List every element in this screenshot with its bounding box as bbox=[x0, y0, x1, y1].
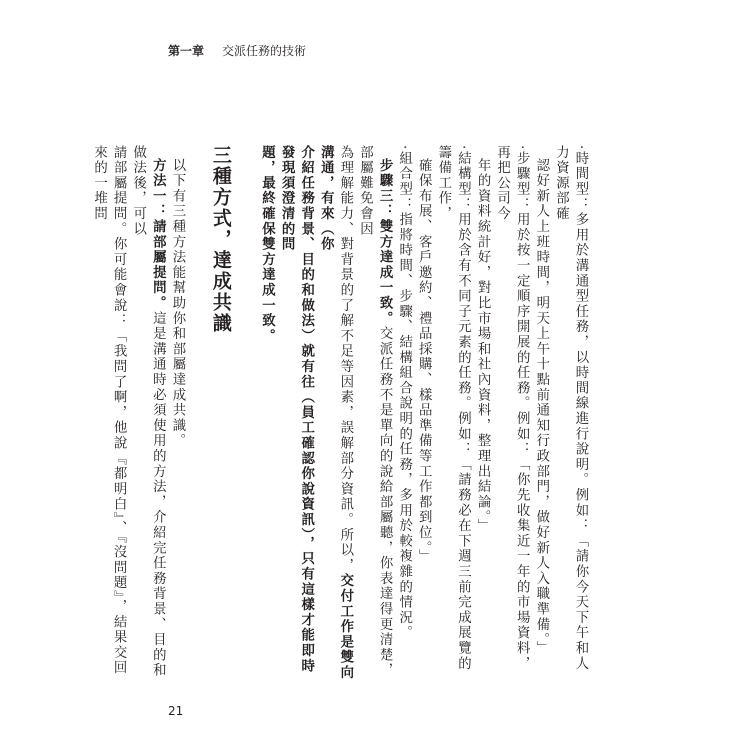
chapter-label: 第一章 bbox=[168, 44, 205, 58]
method1-label: 方法一：請部屬提問。 bbox=[150, 158, 166, 312]
running-header bbox=[168, 42, 306, 59]
method1-line-2: 請部屬提問。你可能會說：「我問了啊，他說『都明白』、『沒問題』，結果交回來的一堆問 bbox=[91, 145, 127, 676]
step3-line-3: 介紹任務背景、目的和做法）就有往（員工確認你說資訊），只有這樣才能即時發現須澄清的問 bbox=[279, 145, 314, 674]
step3-line-1 bbox=[355, 145, 394, 685]
step3-text-2: 為理解能力、對背景的了解不足等因素，誤解部分資訊。所以， bbox=[337, 145, 353, 574]
method1-text-1: 這是溝通時必須使用的方法，介紹完任務背景、目的和做法後，可以 bbox=[130, 145, 166, 679]
bullet-structure-line-1: ‧結構型：用於含有不同子元素的任務。例如：「請務必在下週三前完成展覽的籌備工作， bbox=[435, 145, 471, 672]
bullet-time-line-2: 認好新人上班時間，明天上午十點前通知行政部門，做好新人入職準備。」 bbox=[533, 158, 549, 657]
step3-line-2 bbox=[316, 145, 355, 685]
intro-line: 以下有三種方法能幫助你和部屬達成共識。 bbox=[169, 158, 185, 450]
bullet-structure-line-2: 確保布展、客戶邀約、禮品採購、樣品準備等工作都到位。」 bbox=[416, 158, 432, 565]
method1-line-1 bbox=[128, 145, 167, 685]
bullet-step-line-2: 年的資料統計好，對比市場和社內資料，整理出結論。」 bbox=[475, 158, 491, 535]
bullet-combination: ‧組合型：指將時間、步驟、結構組合說明的任務，多用於較複雜的情況。 bbox=[396, 145, 412, 641]
body-text bbox=[89, 145, 590, 685]
section-heading: 三種方式，達成共識 bbox=[209, 145, 232, 334]
page-number: 21 bbox=[168, 704, 184, 718]
step3-label: 步驟三：雙方達成一致。 bbox=[377, 158, 393, 327]
chapter-title: 交派任務的技術 bbox=[222, 44, 307, 58]
step3-line-4: 題，最終確保雙方達成一致。 bbox=[259, 145, 275, 344]
bullet-time-line-1: ‧時間型：多用於溝通型任務，以時間線進行說明。例如：「請你今天下午和人力資源部確 bbox=[553, 145, 588, 672]
bullet-step-line-1: ‧步驟型：用於按一定順序開展的任務。例如：「你先收集近一年的市場資料，再把公司今 bbox=[494, 145, 530, 672]
step3-bold-1: 交付工作是雙向溝通，有來（你 bbox=[318, 145, 353, 681]
step3-text: 交派任務不是單向的說給部屬聽，你表達得更清楚，部屬難免會因 bbox=[357, 145, 393, 679]
